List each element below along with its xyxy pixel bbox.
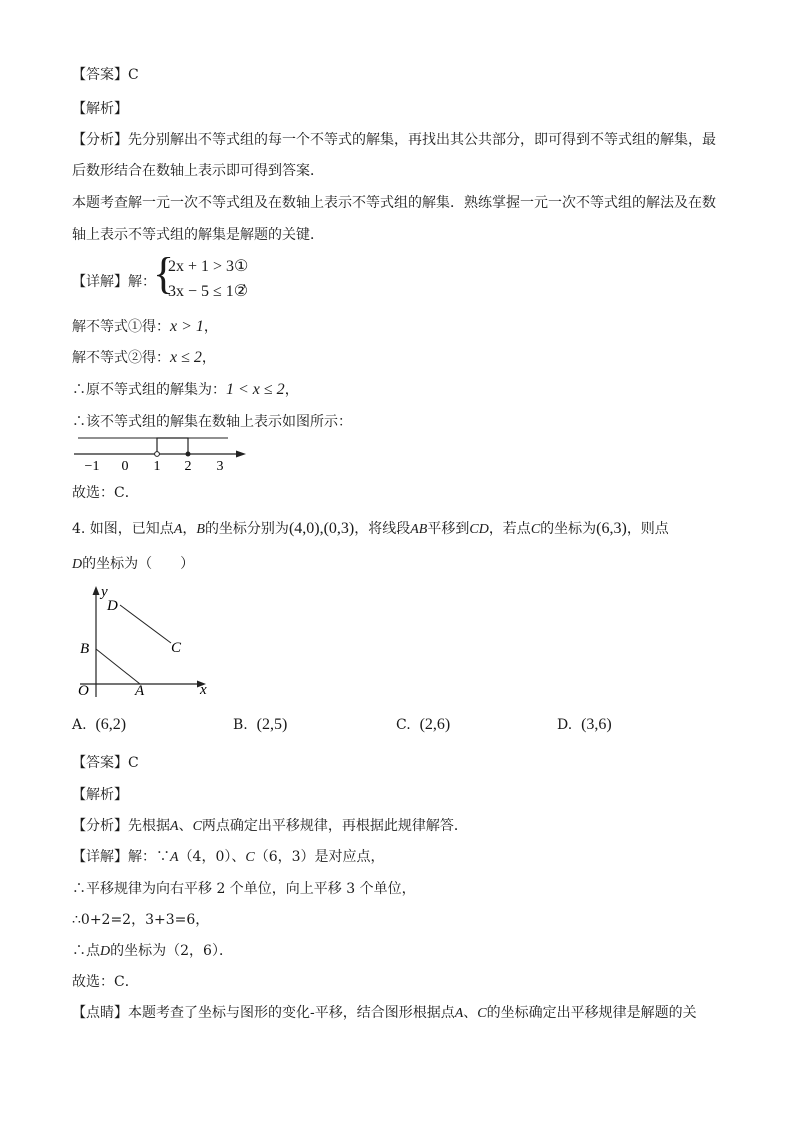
q3-fenxi-line-1: 【分析】先分别解出不等式组的每一个不等式的解集，再找出其公共部分，即可得到不等式组的解集，最 [72,132,716,148]
q4-stem-line-1: 4. 如图，已知点A，B的坐标分别为(4,0),(0,3)，将线段AB平移到CD，若点C的坐标为(6,3)，则点 [72,520,669,537]
tick-label-2: 2 [184,459,192,474]
tick-label-neg1: −1 [84,459,100,474]
q4-answer: 【答案】C [72,755,139,771]
inequality-1: 2x + 1 > 3① [168,258,249,275]
point-a-label: A [135,683,145,698]
q3-choose: 故选：C． [72,485,139,501]
solution-1: 解不等式①得：x > 1， [72,318,218,335]
inequality-comma: ， [242,274,256,290]
inequality-system-brace: { [153,249,175,298]
tick-label-0: 0 [121,459,129,474]
y-axis-label: y [101,584,108,600]
point-c-label: C [171,640,182,656]
q4-calc: ∴0+2=2，3+3=6， [72,912,210,928]
q3-answer: 【答案】C [72,67,139,83]
tick-label-3: 3 [216,459,224,474]
q4-analysis-label: 【解析】 [72,787,128,803]
q4-fenxi: 【分析】先根据A、C两点确定出平移规律，再根据此规律解答． [72,818,468,834]
option-d: D. (3,6) [557,716,612,733]
inequality-2: 3x − 5 ≤ 1② [168,283,249,300]
q4-rule: ∴平移规律为向右平移 2 个单位，向上平移 3 个单位， [72,881,416,897]
tick-label-1: 1 [153,459,161,474]
q3-detail-label: 【详解】解： [72,274,156,290]
q3-analysis-label: 【解析】 [72,101,128,117]
solution-set: ∴原不等式组的解集为：1 < x ≤ 2， [72,381,299,398]
point-d-label: D [107,598,118,614]
option-a: A. (6,2) [72,716,127,733]
q4-comment: 【点睛】本题考查了坐标与图形的变化-平移，结合图形根据点A、C的坐标确定出平移规律是解题的关 [72,1005,697,1021]
coordinate-figure [70,583,215,698]
q4-choose: 故选：C． [72,974,139,990]
origin-label: O [78,683,89,698]
option-b: B. (2,5) [233,716,288,733]
q3-fenxi-line-2: 后数形结合在数轴上表示即可得到答案． [72,163,324,179]
q3-note-line-1: 本题考查解一元一次不等式组及在数轴上表示不等式组的解集．熟练掌握一元一次不等式组的解法及在数 [72,195,716,211]
number-line-figure [70,434,250,474]
q4-point-d: ∴点D的坐标为（2，6）． [72,943,233,959]
q3-note-line-2: 轴上表示不等式组的解集是解题的关键． [72,227,324,243]
q4-detail: 【详解】解：∵A（4，0）、C（6，3）是对应点， [72,849,385,865]
x-axis-label: x [200,682,207,698]
option-c: C. (2,6) [396,716,451,733]
point-b-label: B [80,641,90,657]
solution-2: 解不等式②得：x ≤ 2， [72,349,216,366]
number-line-caption: ∴该不等式组的解集在数轴上表示如图所示： [72,414,352,430]
q4-stem-line-2: D的坐标为（ ） [72,556,195,572]
